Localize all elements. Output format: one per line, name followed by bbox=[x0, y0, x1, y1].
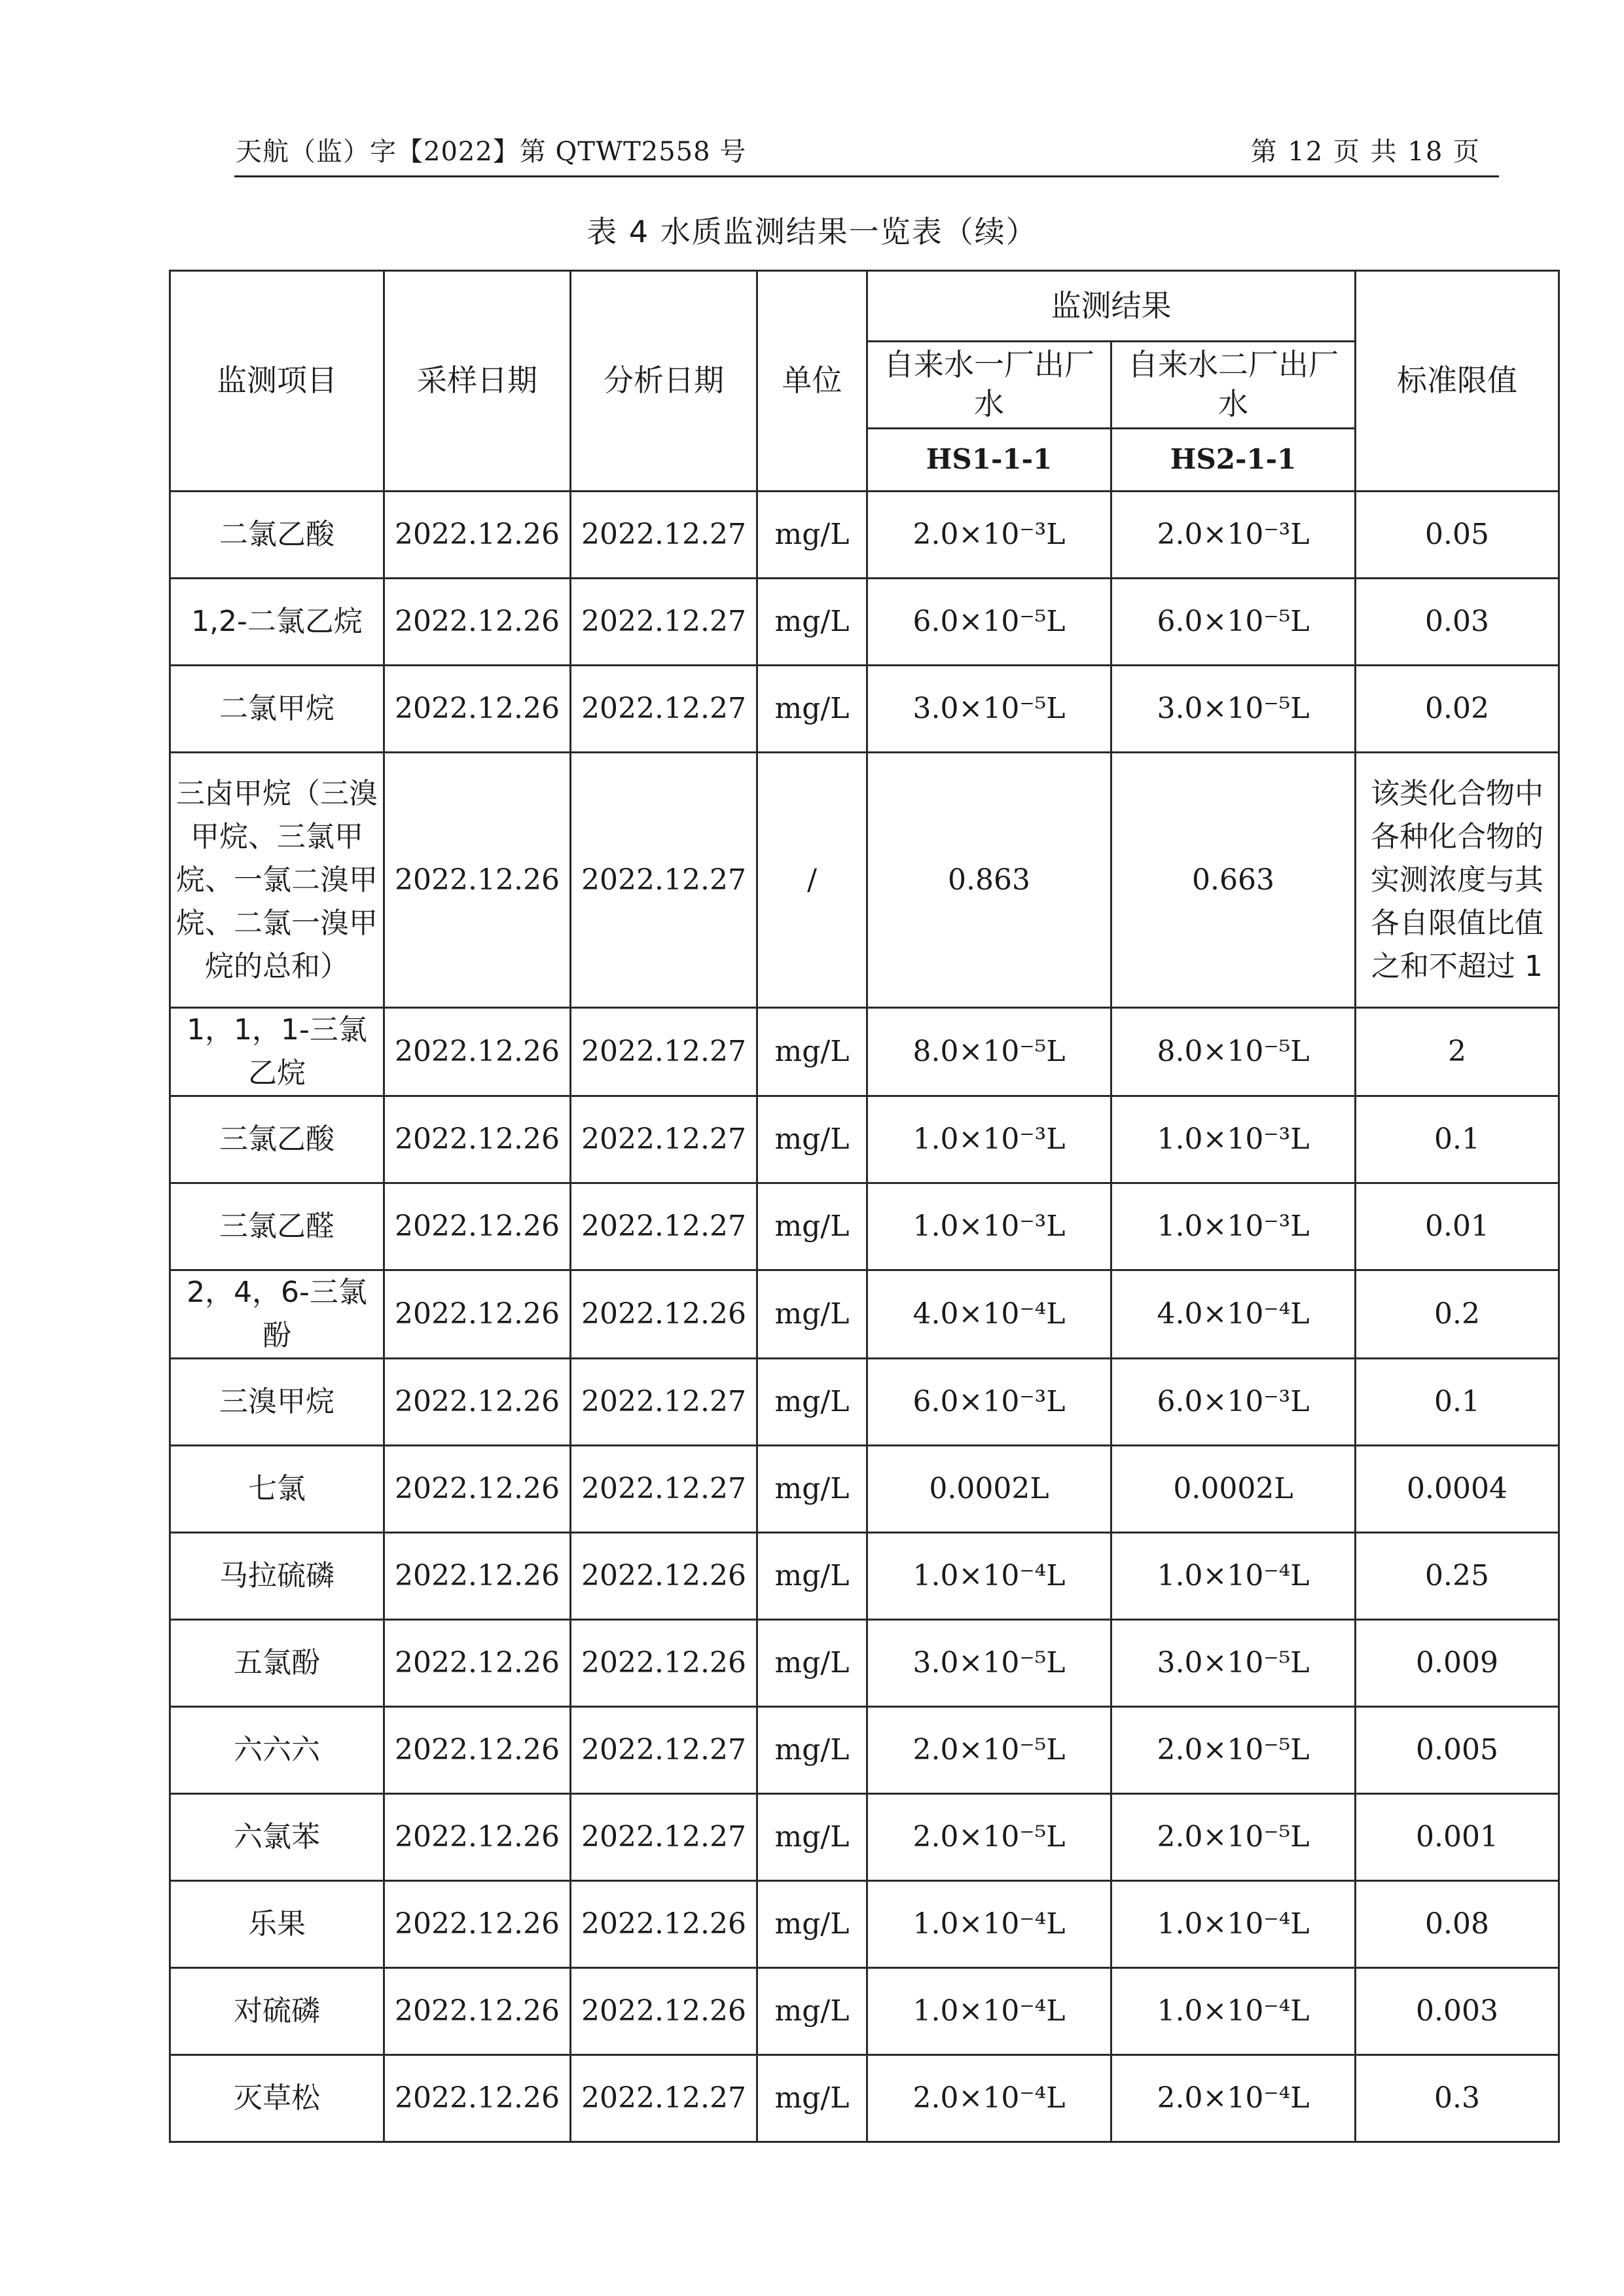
cell-sample-date: 2022.12.26 bbox=[384, 753, 571, 1008]
cell-site2-result: 2.0×10⁻⁵L bbox=[1111, 1707, 1356, 1794]
cell-sample-date: 2022.12.26 bbox=[384, 1096, 571, 1183]
table-head bbox=[170, 271, 1559, 492]
cell-site2-result: 4.0×10⁻⁴L bbox=[1111, 1270, 1356, 1359]
cell-site1-result: 3.0×10⁻⁵L bbox=[867, 666, 1111, 753]
cell-analysis-date: 2022.12.26 bbox=[571, 1270, 757, 1359]
cell-item: 三卤甲烷（三溴甲烷、三氯甲烷、一氯二溴甲烷、二氯一溴甲烷的总和） bbox=[170, 753, 384, 1008]
col-header-sample-date: 采样日期 bbox=[384, 271, 571, 492]
col-header-limit: 标准限值 bbox=[1356, 271, 1559, 492]
col-header-site2: 自来水二厂出厂水 bbox=[1111, 342, 1356, 429]
cell-analysis-date: 2022.12.27 bbox=[571, 1008, 757, 1096]
cell-sample-date: 2022.12.26 bbox=[384, 1707, 571, 1794]
cell-limit: 0.2 bbox=[1356, 1270, 1559, 1359]
cell-unit: mg/L bbox=[757, 1270, 867, 1359]
cell-limit: 0.05 bbox=[1356, 492, 1559, 579]
cell-limit: 0.001 bbox=[1356, 1794, 1559, 1881]
cell-site2-result: 0.663 bbox=[1111, 753, 1356, 1008]
cell-unit: mg/L bbox=[757, 1968, 867, 2055]
cell-site2-result: 3.0×10⁻⁵L bbox=[1111, 1620, 1356, 1707]
table-row bbox=[170, 1096, 1559, 1183]
cell-unit: mg/L bbox=[757, 1446, 867, 1533]
cell-site2-result: 1.0×10⁻³L bbox=[1111, 1096, 1356, 1183]
results-table bbox=[169, 270, 1560, 2143]
col-header-site1: 自来水一厂出厂水 bbox=[867, 342, 1111, 429]
cell-site2-result: 2.0×10⁻³L bbox=[1111, 492, 1356, 579]
cell-sample-date: 2022.12.26 bbox=[384, 1794, 571, 1881]
table-row bbox=[170, 1968, 1559, 2055]
cell-sample-date: 2022.12.26 bbox=[384, 1533, 571, 1620]
cell-analysis-date: 2022.12.27 bbox=[571, 1794, 757, 1881]
cell-unit: mg/L bbox=[757, 1008, 867, 1096]
cell-site2-result: 6.0×10⁻³L bbox=[1111, 1359, 1356, 1446]
cell-analysis-date: 2022.12.27 bbox=[571, 1096, 757, 1183]
cell-limit: 0.1 bbox=[1356, 1359, 1559, 1446]
cell-limit: 0.009 bbox=[1356, 1620, 1559, 1707]
cell-item: 2，4，6-三氯酚 bbox=[170, 1270, 384, 1359]
cell-sample-date: 2022.12.26 bbox=[384, 1359, 571, 1446]
table-title: 表 4 水质监测结果一览表（续） bbox=[586, 214, 1038, 249]
cell-analysis-date: 2022.12.26 bbox=[571, 1620, 757, 1707]
cell-unit: mg/L bbox=[757, 1183, 867, 1270]
cell-site1-result: 1.0×10⁻⁴L bbox=[867, 1968, 1111, 2055]
cell-analysis-date: 2022.12.26 bbox=[571, 1533, 757, 1620]
cell-limit: 0.03 bbox=[1356, 579, 1559, 666]
cell-analysis-date: 2022.12.27 bbox=[571, 1446, 757, 1533]
cell-sample-date: 2022.12.26 bbox=[384, 1008, 571, 1096]
cell-sample-date: 2022.12.26 bbox=[384, 2055, 571, 2142]
table-row bbox=[170, 1008, 1559, 1096]
cell-item: 二氯甲烷 bbox=[170, 666, 384, 753]
cell-site1-result: 0.0002L bbox=[867, 1446, 1111, 1533]
cell-item: 六六六 bbox=[170, 1707, 384, 1794]
report-number: 天航（监）字【2022】第 QTWT2558 号 bbox=[236, 137, 747, 167]
cell-site1-result: 4.0×10⁻⁴L bbox=[867, 1270, 1111, 1359]
cell-sample-date: 2022.12.26 bbox=[384, 1620, 571, 1707]
cell-limit: 0.25 bbox=[1356, 1533, 1559, 1620]
cell-unit: mg/L bbox=[757, 1096, 867, 1183]
cell-site2-result: 2.0×10⁻⁴L bbox=[1111, 2055, 1356, 2142]
table-row bbox=[170, 1794, 1559, 1881]
cell-analysis-date: 2022.12.27 bbox=[571, 2055, 757, 2142]
cell-analysis-date: 2022.12.27 bbox=[571, 666, 757, 753]
cell-sample-date: 2022.12.26 bbox=[384, 579, 571, 666]
cell-site1-result: 1.0×10⁻⁴L bbox=[867, 1533, 1111, 1620]
cell-analysis-date: 2022.12.27 bbox=[571, 1359, 757, 1446]
cell-site1-result: 6.0×10⁻⁵L bbox=[867, 579, 1111, 666]
table-row bbox=[170, 1881, 1559, 1968]
cell-analysis-date: 2022.12.26 bbox=[571, 1968, 757, 2055]
cell-site2-result: 1.0×10⁻⁴L bbox=[1111, 1533, 1356, 1620]
cell-sample-date: 2022.12.26 bbox=[384, 1446, 571, 1533]
cell-site2-result: 2.0×10⁻⁵L bbox=[1111, 1794, 1356, 1881]
cell-limit: 2 bbox=[1356, 1008, 1559, 1096]
cell-limit: 0.3 bbox=[1356, 2055, 1559, 2142]
page-header bbox=[234, 128, 1499, 177]
cell-site1-result: 1.0×10⁻³L bbox=[867, 1096, 1111, 1183]
table-row bbox=[170, 1707, 1559, 1794]
table-row bbox=[170, 753, 1559, 1008]
cell-site1-result: 0.863 bbox=[867, 753, 1111, 1008]
cell-site2-result: 1.0×10⁻⁴L bbox=[1111, 1968, 1356, 2055]
cell-site1-result: 1.0×10⁻³L bbox=[867, 1183, 1111, 1270]
cell-unit: mg/L bbox=[757, 579, 867, 666]
cell-unit: mg/L bbox=[757, 1533, 867, 1620]
table-row bbox=[170, 492, 1559, 579]
cell-analysis-date: 2022.12.27 bbox=[571, 579, 757, 666]
cell-site1-result: 8.0×10⁻⁵L bbox=[867, 1008, 1111, 1096]
cell-site1-result: 6.0×10⁻³L bbox=[867, 1359, 1111, 1446]
cell-site1-result: 2.0×10⁻⁵L bbox=[867, 1794, 1111, 1881]
table-row bbox=[170, 1620, 1559, 1707]
cell-analysis-date: 2022.12.26 bbox=[571, 1881, 757, 1968]
cell-site2-result: 8.0×10⁻⁵L bbox=[1111, 1008, 1356, 1096]
cell-analysis-date: 2022.12.27 bbox=[571, 1707, 757, 1794]
cell-site2-result: 1.0×10⁻³L bbox=[1111, 1183, 1356, 1270]
cell-site1-result: 1.0×10⁻⁴L bbox=[867, 1881, 1111, 1968]
cell-unit: mg/L bbox=[757, 1881, 867, 1968]
cell-sample-date: 2022.12.26 bbox=[384, 492, 571, 579]
cell-analysis-date: 2022.12.27 bbox=[571, 1183, 757, 1270]
col-header-results: 监测结果 bbox=[867, 271, 1356, 342]
cell-sample-date: 2022.12.26 bbox=[384, 1183, 571, 1270]
cell-item: 三氯乙醛 bbox=[170, 1183, 384, 1270]
cell-sample-date: 2022.12.26 bbox=[384, 1968, 571, 2055]
cell-sample-date: 2022.12.26 bbox=[384, 1270, 571, 1359]
table-body bbox=[170, 492, 1559, 2142]
cell-item: 1,2-二氯乙烷 bbox=[170, 579, 384, 666]
cell-site1-result: 2.0×10⁻⁵L bbox=[867, 1707, 1111, 1794]
cell-item: 灭草松 bbox=[170, 2055, 384, 2142]
cell-limit: 0.003 bbox=[1356, 1968, 1559, 2055]
cell-unit: mg/L bbox=[757, 666, 867, 753]
cell-item: 六氯苯 bbox=[170, 1794, 384, 1881]
col-header-analysis-date: 分析日期 bbox=[571, 271, 757, 492]
cell-limit: 0.02 bbox=[1356, 666, 1559, 753]
cell-item: 七氯 bbox=[170, 1446, 384, 1533]
cell-unit: / bbox=[757, 753, 867, 1008]
table-row bbox=[170, 1359, 1559, 1446]
cell-item: 三溴甲烷 bbox=[170, 1359, 384, 1446]
col-header-unit: 单位 bbox=[757, 271, 867, 492]
cell-site2-result: 6.0×10⁻⁵L bbox=[1111, 579, 1356, 666]
cell-item: 二氯乙酸 bbox=[170, 492, 384, 579]
cell-site2-result: 3.0×10⁻⁵L bbox=[1111, 666, 1356, 753]
cell-limit: 0.0004 bbox=[1356, 1446, 1559, 1533]
cell-unit: mg/L bbox=[757, 492, 867, 579]
cell-limit: 该类化合物中各种化合物的实测浓度与其各自限值比值之和不超过 1 bbox=[1356, 753, 1559, 1008]
col-header-item: 监测项目 bbox=[170, 271, 384, 492]
cell-limit: 0.005 bbox=[1356, 1707, 1559, 1794]
cell-analysis-date: 2022.12.27 bbox=[571, 753, 757, 1008]
cell-site1-result: 2.0×10⁻⁴L bbox=[867, 2055, 1111, 2142]
cell-site2-result: 1.0×10⁻⁴L bbox=[1111, 1881, 1356, 1968]
cell-unit: mg/L bbox=[757, 1620, 867, 1707]
table-row bbox=[170, 2055, 1559, 2142]
cell-limit: 0.08 bbox=[1356, 1881, 1559, 1968]
table-row bbox=[170, 1270, 1559, 1359]
cell-item: 1，1，1-三氯乙烷 bbox=[170, 1008, 384, 1096]
col-header-code2: HS2-1-1 bbox=[1111, 429, 1356, 492]
page-number: 第 12 页 共 18 页 bbox=[1250, 137, 1481, 167]
cell-analysis-date: 2022.12.27 bbox=[571, 492, 757, 579]
cell-unit: mg/L bbox=[757, 1794, 867, 1881]
table-row bbox=[170, 1446, 1559, 1533]
cell-item: 对硫磷 bbox=[170, 1968, 384, 2055]
cell-item: 三氯乙酸 bbox=[170, 1096, 384, 1183]
cell-item: 五氯酚 bbox=[170, 1620, 384, 1707]
table-row bbox=[170, 1183, 1559, 1270]
cell-unit: mg/L bbox=[757, 2055, 867, 2142]
cell-item: 马拉硫磷 bbox=[170, 1533, 384, 1620]
cell-item: 乐果 bbox=[170, 1881, 384, 1968]
cell-unit: mg/L bbox=[757, 1359, 867, 1446]
cell-limit: 0.1 bbox=[1356, 1096, 1559, 1183]
table-row bbox=[170, 579, 1559, 666]
table-row bbox=[170, 1533, 1559, 1620]
cell-unit: mg/L bbox=[757, 1707, 867, 1794]
cell-limit: 0.01 bbox=[1356, 1183, 1559, 1270]
cell-site1-result: 2.0×10⁻³L bbox=[867, 492, 1111, 579]
cell-site2-result: 0.0002L bbox=[1111, 1446, 1356, 1533]
table-row bbox=[170, 666, 1559, 753]
col-header-code1: HS1-1-1 bbox=[867, 429, 1111, 492]
cell-site1-result: 3.0×10⁻⁵L bbox=[867, 1620, 1111, 1707]
cell-sample-date: 2022.12.26 bbox=[384, 666, 571, 753]
cell-sample-date: 2022.12.26 bbox=[384, 1881, 571, 1968]
